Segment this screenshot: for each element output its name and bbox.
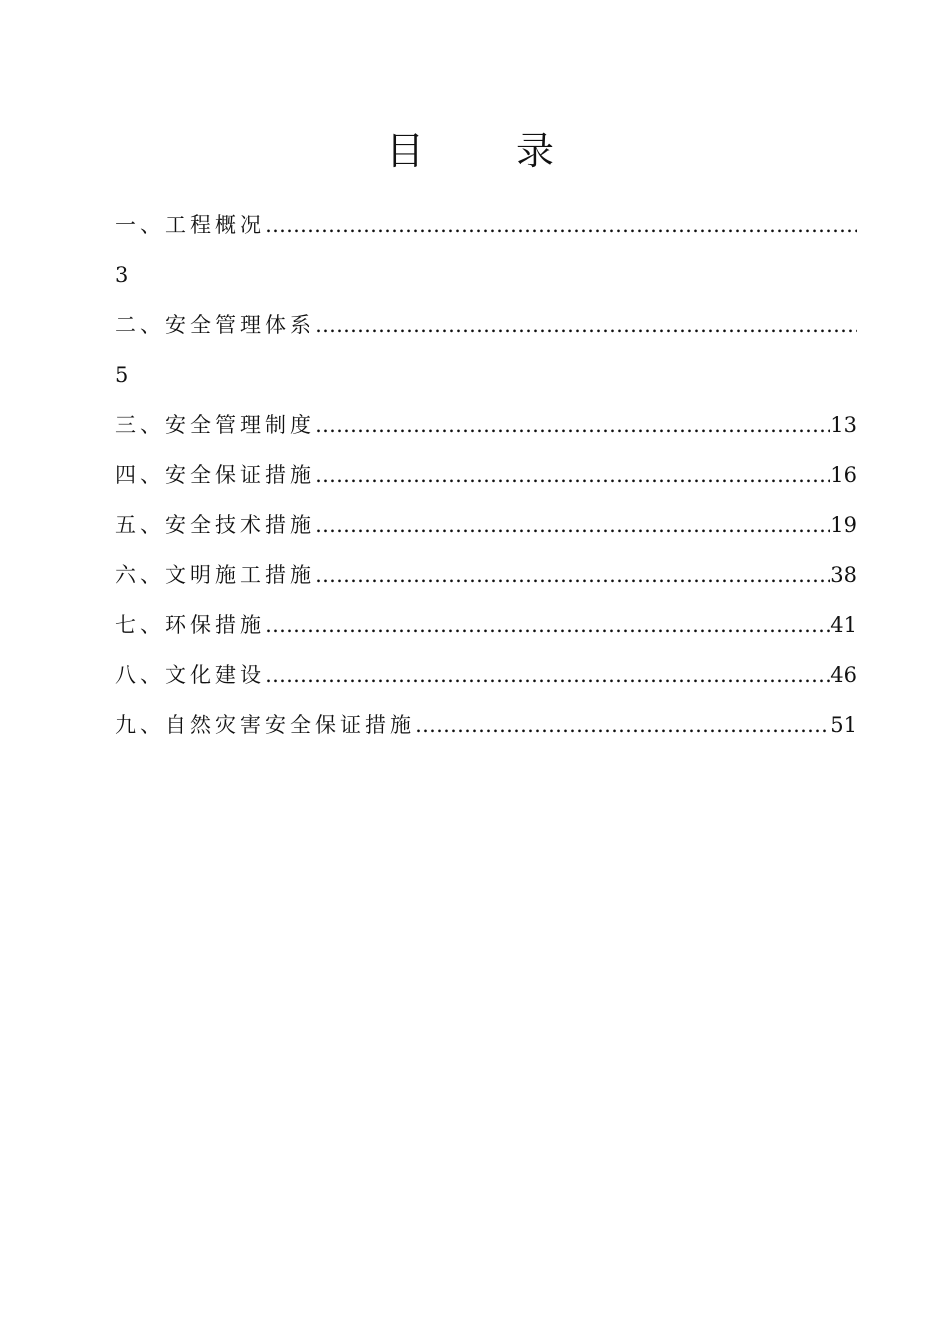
toc-entry[interactable] (115, 400, 857, 450)
toc-entry-label: 六、文明施工措施 (115, 563, 315, 587)
toc-entry-label: 五、安全技术措施 (115, 513, 315, 537)
dot-leader (315, 400, 830, 450)
toc-entry-page: 46 (830, 663, 857, 687)
toc-entry[interactable] (115, 650, 857, 700)
dot-leader (415, 700, 830, 750)
toc-entry-page: 13 (830, 413, 857, 437)
toc-entry-page: 19 (830, 513, 857, 537)
toc-entry[interactable] (115, 300, 857, 350)
dot-leader (265, 200, 857, 250)
dot-leader (265, 650, 830, 700)
toc-entry-label: 七、环保措施 (115, 613, 265, 637)
toc-entry-label: 一、工程概况 (115, 213, 265, 237)
toc-entry[interactable] (115, 550, 857, 600)
toc-entry[interactable] (115, 200, 857, 250)
toc-entry-page: 5 (115, 363, 129, 387)
toc-entry[interactable] (115, 500, 857, 550)
toc-entry-page: 38 (830, 563, 857, 587)
toc-entry-label: 三、安全管理制度 (115, 413, 315, 437)
toc-entry[interactable] (115, 600, 857, 650)
toc-entry-page: 51 (830, 713, 857, 737)
toc-entry[interactable] (115, 450, 857, 500)
dot-leader (265, 600, 830, 650)
dot-leader (315, 300, 857, 350)
toc-entry-label: 九、自然灾害安全保证措施 (115, 713, 415, 737)
toc-entry-label: 八、文化建设 (115, 663, 265, 687)
toc-entry[interactable] (115, 700, 857, 750)
dot-leader (315, 500, 830, 550)
toc-entry-page: 16 (830, 463, 857, 487)
page-title: 目 录 (385, 129, 595, 173)
toc-entry-page: 41 (830, 613, 857, 637)
toc-entry-page: 3 (115, 263, 129, 287)
dot-leader (315, 550, 830, 600)
toc-entry-label: 四、安全保证措施 (115, 463, 315, 487)
toc-entry-label: 二、安全管理体系 (115, 313, 315, 337)
dot-leader (315, 450, 830, 500)
table-of-contents (115, 200, 857, 750)
